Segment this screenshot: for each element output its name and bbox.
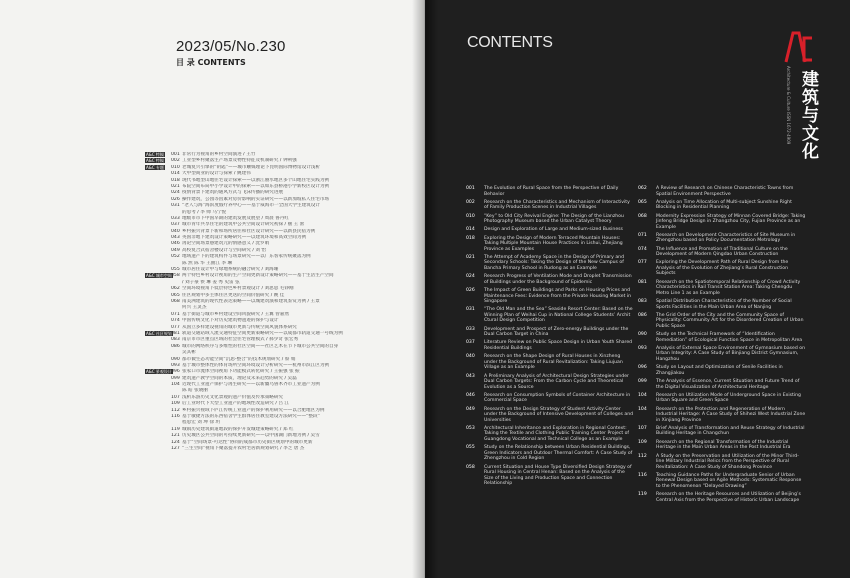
toc-entry [466,186,634,197]
article-title: Research on the Spatiotemporal Relationship of Crowd Activity Characteristics in Rail Transit Station Area: Taking Chengdu Metro Line 1 as an Example [656,279,801,296]
article-title: 中国传统文化下对历史建筑物遗迹的保护与设计 [182,318,279,324]
page-number: 074 [171,318,180,324]
toc-entry [638,299,806,310]
page-number: 074 [638,246,647,252]
article-title: A Preliminary Analysis of Architectural Design Strategies under Dual Carbon Targets: From the Carbon Cycle and Theoretical Evolution as a Source [484,373,629,390]
page-number: 040 [171,228,180,234]
article-title: Research on the Heritage Resources and Utilization of Beijing’s Central Axis from the Perspective of Historic Urban Landscape [656,492,801,503]
article-title: Study on the Relationship between Urban Residential Buildings, Green Indicators and Outdoor Thermal Comfort: A Case Study of Zhengzhou in Cold Region [484,445,633,462]
article-title: 近现代工业遗产保护与再生研究——以新疆乌鲁木齐市工业遗产为例 [182,382,320,388]
article-title: 浅析乐游历史文化景观的遗产价值及传承策略研究 [182,394,284,400]
article-title: Exploring the Development Path of Rural Design from the Analysis of the Evolution of Zhejiang’s Rural Construction Subjects [656,260,789,277]
page-number: 109 [638,439,647,445]
toc-entry [466,327,634,338]
page-number: 104 [171,382,180,388]
article-title: 地域遗产下的建筑构件与场景研究——以广东客家传统聚落为例 [182,254,311,260]
page-number: 010 [171,164,180,170]
toc-entry [466,288,634,305]
section-label: A&C 社区规划 [146,330,172,336]
page-number: 043 [466,373,475,379]
article-title: 非常行为视角的乡村空间演进 / 王竹 [182,152,256,157]
page-number: 116 [638,472,647,478]
article-title: The Attempt of Academy Space in the Design of Primary and Secondary Schools: Taking the Design of the New Campus of Bancha Primary School in Rudong as an Example [484,254,625,271]
page-number: 026 [466,288,475,294]
article-title: 乡村振兴视域下庐江传统工业遗产的保护利用研究——以合肥地区为例 [182,407,325,413]
page-number: 081 [171,330,180,336]
page-number: 053 [466,425,475,431]
page-number: 081 [638,279,647,285]
page-number: 001 [171,152,180,157]
article-title: Literature Review on Public Space Design in Urban Youth Shared Residential Buildings [484,340,633,351]
page-number: 021 [466,254,475,260]
article-title: A Study on the Preservation and Utilization of the Minor Third-line Military Industrial Relics from the Perspective of Rural Revitalization: A Case Study of Shandong Province [656,453,799,470]
toc-entry [638,260,806,277]
page-number: 109 [171,401,180,407]
english-toc-column-1 [466,186,634,489]
article-title: The Analysis of Essence, Current Situation and Future Trend of the Digital Visualization of Architectural Heritage [656,379,800,390]
toc-entry [466,236,634,253]
toc-section-tag [145,331,171,337]
page-number: 099 [171,375,180,381]
article-title: Research on Utilization Mode of Underground Space in Existing Urban Square and Green Space [656,392,801,404]
article-title: 布院空间布局中小学设计中的探索——以如东县桥港小学新校区设计为例 [182,183,330,189]
page-number: 058 [171,273,180,279]
page-number: 033 [171,215,180,221]
article-title: Analysis of External Space Environment of Gymnasium based on Urban Integrity: A Case Study of Binjiang District Gymnasium, Hangzhou [656,345,805,362]
article-title: Research on the Shape Design of Rural Houses in Xinzheng under the Background of Rural Revitalization: Taking Liujuan Village as an Example [484,354,623,371]
article-title: “The Old Man and the Sea” Seaside Resort Center: Based on the Winning Plan of Weihai Cup in National College Students’ Archit Ctural Design Competition [484,307,633,324]
page-number: 014 [466,227,475,233]
page-number: 086 [638,312,647,318]
page-number: 049 [466,406,475,412]
article-title: 南京市市区重点区域的社会住宅管理模式 / 郝少奇 张宏秀 [182,337,299,343]
toc-title: 目 录 CONTENTS [176,58,246,67]
toc-entry [466,445,634,462]
toc-entry [638,379,806,390]
section-label: A&C 景观设计 [146,369,172,375]
page-number: 107 [638,425,647,431]
toc-entry [638,426,806,437]
toc-entry [638,473,806,490]
article-title: “Key” to Old City Revival Engine: The Design of the Lianzhou Photography Museum based the Urban Catalyst Theory [484,213,624,225]
article-title: 疫情背景下建筑的通风方式与飞沫传播的研究进展 [182,190,284,196]
article-title: 工业型乡村聚落生产场景及物性特征及机制研究 / 钟利强 [182,158,297,164]
article-title: Current Situation and House Type Diversified Design Strategy of Rural Housing in Central Henan: Based on the Analysis of the Size of the Living and Production Space and Connection Relationship [484,464,632,487]
section-label: A&C 城市空间 [146,273,172,279]
article-title: 城市居住设计中与绿地系统的融合研究 / 刘海珊 [182,267,279,273]
page-number: 104 [638,406,647,412]
article-title: Spatial Distribution Characteristics of the Number of Social Sports Facilities in the Main Urban Area of Nanjing [656,299,792,310]
article-title: Research Progress of Ventilation Mode and Droplet Transmission of Buildings under the Background of Epidemic [484,274,632,285]
article-title: 乡村振兴背景下新和场所居住和社区设计研究——以新县民宿为例 [182,228,316,234]
page-number: 002 [171,158,180,164]
article-title: 何兴 王灵杰 [182,305,207,311]
page-number: 021 [171,183,180,189]
page-number: 086 [171,343,180,349]
article-title: 基于敏捷方法的东西宿舍学生群体居住教室建设方法研究——“整段” [182,414,320,420]
english-toc-column-2 [638,186,806,506]
article-title: 后工业时代下大型工业遗产的地域性改造研究 / 吕 江 [182,401,289,407]
page-number: 040 [466,354,475,360]
toc-row [145,446,405,452]
article-title: 张家口市流体空间视角下功能模式转化研究 / 王振强 张 振 [182,369,300,375]
page-number: 033 [466,326,475,332]
article-title: 再论空间场景感建筑元的情感意义 / 沈罗娟 [182,241,270,247]
page-number: 093 [171,362,180,368]
toc-entry [466,255,634,272]
article-title: 陈 皓 张晓丽 [182,388,208,394]
toc-entry [466,426,634,443]
chinese-toc-list [145,152,405,452]
toc-entry [638,233,806,244]
contents-heading: CONTENTS [467,34,553,51]
journal-brand: 建筑与文化 [798,70,818,160]
article-title: / 刘子豪 侯 琳 姜 秀 史雷 弦 [182,279,240,285]
article-title: 现代书地型山地住宅设计探索——以浙江丽水地区多个山地住宅实践为例 [182,177,330,183]
page-number: 116 [171,414,180,420]
article-title: 建筑遗产教学空间的本质，理论及未来趋势的研究 / 吴磊 [182,375,297,381]
article-title: Research on the Characteristics and Mechanism of Interactivity of Family Production Scenes in Industrial Villages [484,199,630,211]
article-title: Brief Analysis of Transformation and Reuse Strategy of Industrial Building Heritage in Changchun [656,425,805,437]
toc-entry [638,365,806,376]
article-title: Study on Layout and Optimization of Senile Facilities in Zhangjiakou [656,365,783,376]
article-title: 操作建筑，公园等因素对房价影响的实证研究——以新加坡私人住宅市场 [182,196,330,202]
toc-entry [466,374,634,391]
page-number: 090 [638,332,647,338]
article-title: 城镇历史建筑街道地段的保护开发城建策略研究 / 郑 红 [182,426,294,432]
page-number: 001 [466,186,475,191]
page-number: 062 [171,286,180,292]
toc-entry [638,346,806,363]
page-number: 107 [171,394,180,400]
page-number: 002 [466,199,475,205]
page-number: 083 [171,337,180,343]
article-title: 空间环境视角下低层特色乡村景观设计 / 刘思思 毛铮刚 [182,286,294,292]
toc-entry [638,247,806,258]
page-number: 024 [466,274,475,280]
toc-entry [466,274,634,285]
page-number: 077 [638,260,647,266]
page-number: 127 [171,445,180,451]
page-fold-shadow [412,0,438,578]
article-title: Study on the Technical Framework of “Identification Remediation” of Ecological Function Space in Metropolitan Area [656,332,803,343]
page-number: 083 [638,299,647,305]
page-number: 043 [171,235,180,241]
article-title: 基于街道与城市乡村建设空间风貌研究 / 王翼 曾嘉然 [182,311,289,317]
article-title: Exploring the Design of Modern Terraced Mountain Houses: Taking Multiple Mountain House Practices in Lishui, Zhejiang Province as Examples [484,235,623,252]
page-number: 071 [638,232,647,238]
page-number: 096 [171,369,180,375]
page-number: 065 [638,199,647,205]
article-title: 的思考 / 李 帅 马宁悦 [182,209,227,215]
page-number: 104 [638,392,647,398]
page-number: 026 [171,196,180,202]
article-title: 老城复兴引擎的“钥匙”——城市触媒理论下昆明国际博物馆设计浅析 [182,164,320,170]
article-title: 英国非地下建筑设计策略研究——以建筑环境和高效空间为例 [182,235,307,241]
page-number: 119 [638,492,647,498]
toc-entry [638,280,806,297]
page-number: 046 [466,392,475,398]
page-number: 055 [171,267,180,273]
page-number: 099 [638,379,647,385]
toc-entry [638,200,806,211]
toc-entry [638,454,806,471]
toc-entry [466,307,634,324]
toc-entry [638,440,806,451]
page-number: 068 [171,298,180,304]
page-number: 052 [171,254,180,260]
toc-entry [638,332,806,343]
article-title: The Impact of Green Buildings and Parks on Housing Prices and Maintenance Fees: Evidence from the Private Housing Market in Singapore [484,288,632,305]
article-title: 高校复合式宿舍楼设计与空间研究 / 刘 怡 [182,247,267,253]
article-title: Analysis on Time Allocation of Multi-subject Sunshine Right Blocking in Residential Planning [656,199,792,211]
article-title: 两个特色乡村设计视角的生产空间更新设计策略研究——基于生活生产空间 [182,273,334,279]
page-number: 062 [638,186,647,191]
article-title: Research on the Regional Transformation of the Industrial Heritage in the Main Urban Areas in the Post Industrial Era [656,439,791,451]
toc-entry [466,465,634,487]
page-number: 071 [171,311,180,317]
section-label: A&C 特稿 [146,158,164,164]
toc-entry [466,354,634,371]
article-title: Research on Development Characteristics of Site Museum in Zhengzhou based on Policy Documentation Metrology [656,232,796,244]
article-title: Research on the Protection and Regeneration of Modern Industrial Heritage: A Case Study of Shihezi West Industrial Zone in Xinjiang Province [656,406,806,423]
page-number: 068 [638,213,647,219]
article-title: 地级市市下中国早期的建筑发展及展望 / 周晨 鲁丹红 [182,215,289,221]
article-title: Design and Exploration of Large and Medium-sized Business [484,227,623,233]
article-title: 基于“空间场景-可达性”协同的成都市历史街区规划中的城市更新 [182,439,313,445]
toc-entry [466,227,634,233]
page-number: 010 [466,213,475,219]
article-title: 大中型商业的设计与探索 / 姚建伟 [182,171,251,177]
page-number: 018 [171,177,180,183]
page-number: 055 [466,445,475,451]
article-title: 轨道交通站域人流交通特征空间更新策略研究——以成都市轨道交通一号线为例 [182,330,343,336]
page-number: 046 [171,241,180,247]
section-label: A&C 专题 [146,164,164,170]
toc-entry [638,214,806,231]
page-number: 077 [171,324,180,330]
article-title: 从国立多样建设视角的城市更新与传统空间风貌体系研究 [182,324,297,330]
article-title: Research on the Design Strategy of Student Activity Center under the Background of Intensive Development of Colleges and Universities [484,406,634,423]
article-title: 基于城市整体性的体育场所空间环境设计分析研究——杭州市滨江区为例 [182,362,330,368]
page-number: 018 [466,235,475,241]
page-number: 112 [171,407,180,413]
page-number: 049 [171,247,180,253]
toc-entry [638,313,806,330]
article-title: 历史城区公共空间的可持续更新研究——以中国湖门新地为例 / 吴雪 [182,433,320,439]
article-title: 吴其彬 [182,350,196,356]
page-number: 121 [171,433,180,439]
section-label: A&C 特稿 [146,152,164,157]
toc-entry [638,407,806,424]
article-title: The Evolution of Rural Space from the Perspective of Daily Behavior [484,186,619,197]
page-number: 093 [638,345,647,351]
toc-entry [638,492,806,503]
article-title: Research on Consumption Symbols of Container Architecture in Commercial Space [484,392,631,404]
article-title: Architectural Inheritance and Exploration in Regional Context: Taking the Textile and Clothing Public Training Center Project of Guangdong Vocational and Technical College as an Example [484,425,630,442]
article-title: The Grid Order of the City and the Community Space of Physicality: Community Art for the Disordered Creation of Urban Public Space [656,312,804,329]
article-title: 住区规划中多主体住区更迭的空间价值研究 / 姚 佳 [182,292,285,298]
toc-section-tag [145,369,171,375]
toc-entry [466,200,634,211]
article-title: 城市青年共享住宅的建筑中公共空间设计研究初探 / 丽 王 蕾 [182,222,305,228]
toc-entry [466,340,634,351]
ac-logo-icon [784,30,814,64]
article-title: “老人与海”海滨度假疗养中心——基于威海市一全国大学生建筑设计 [182,203,320,209]
toc-entry [638,393,806,404]
toc-section-tag [145,165,171,171]
page-number: 119 [171,426,180,432]
page-number: 124 [171,439,180,445]
toc-section-tag [145,273,171,279]
page-number: 058 [466,464,475,470]
page-number: 090 [171,356,180,362]
article-title: 都市微生态功能空间“沉思-整合”的技术规划研究 / 蔡 娟 [182,356,296,362]
article-title: The Influence and Promotion of Traditional Culture on the Development of Modern Qingdao Urban Construction [656,246,788,258]
page-number: 014 [171,171,180,177]
page-number: 096 [638,365,647,371]
page-number: 024 [171,190,180,196]
page-number: 112 [638,453,647,459]
article-title: 程思宏 刘 坤 徐 玥 [182,420,220,426]
article-title: Development and Prospect of Zero-energy Buildings under the Dual Carbon Target in China [484,326,629,338]
toc-entry [466,214,634,225]
article-title: A Review of Research on Chinese Characteristic Towns from Spatial Environment Perspective [656,186,794,197]
page-number: 031 [171,203,180,209]
page-number: 037 [466,340,475,346]
toc-entry [466,393,634,404]
toc-entry [466,407,634,424]
article-title: 陈 然 陈 华 王曲江 李 琳 [182,260,233,266]
page-number: 031 [466,307,475,313]
article-title: 南美洲建筑的现代性表达策略——以城建筑演和建筑鉴赏为例 / 王景 [182,298,320,304]
page-number: 037 [171,222,180,228]
article-title: Teaching Guidance Paths for Undergraduate Senior of Urban Renewal Design based on Agile Methods: Systematic Response to the Phenomenon “Delayed Drawing” [656,472,802,489]
issue-number: 2023/05/No.230 [176,38,286,55]
toc-entry [638,186,806,197]
article-title: 城市的网络秩序与多维性的社区空间——社区艺术在节下城市公共空间的自身 [182,343,339,349]
article-title: “三生空间”视角下聚落提升农村宅居新规划研究 / 李芝 唐 杰 [182,445,305,451]
journal-brand-en: Architecture & Culture ISSN 1672-4909 [786,66,791,145]
page-number: 065 [171,292,180,298]
article-title: Modernity Expression Strategy of Minnan Covered Bridge: Taking Jinfeng Bridge Design in Zhangzhou City, Fujian Province as an Example [656,213,806,230]
